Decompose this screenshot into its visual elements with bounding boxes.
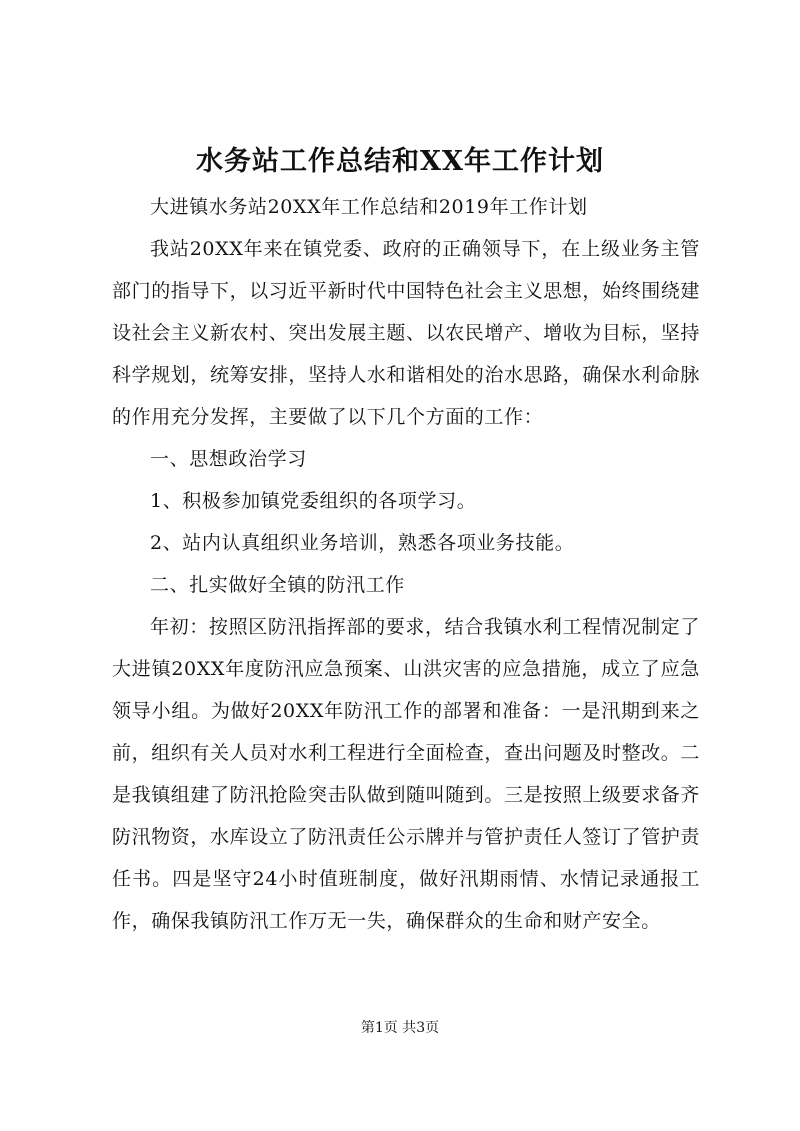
intro-paragraph: 我站20XX年来在镇党委、政府的正确领导下，在上级业务主管部门的指导下，以习近平新时代中国特色社会主义思想，始终围绕建设社会主义新农村、突出发展主题、以农民增产、增收为目标，坚持科学规划，统筹安排，坚持人水和谐相处的治水思路，确保水利命脉的作用充分发挥，主要做了以下几个方面的工作：: [112, 238, 701, 428]
section-heading-2: 二、扎实做好全镇的防汛工作: [150, 574, 405, 596]
flood-control-paragraph: 年初：按照区防汛指挥部的要求，结合我镇水利工程情况制定了大进镇20XX年度防汛应急预案、山洪灾害的应急措施，成立了应急领导小组。为做好20XX年防汛工作的部署和准备：一是汛期到来之前，组织有关人员对水利工程进行全面检查，查出问题及时整改。二是我镇组建了防汛抢险突击队做到随叫随到。三是按照上级要求备齐防汛物资，水库设立了防汛责任公示牌并与管护责任人签订了管护责任书。四是坚守24小时值班制度，做好汛期雨情、水情记录通报工作，确保我镇防汛工作万无一失，确保群众的生命和财产安全。: [112, 616, 701, 932]
section-heading-1: 一、思想政治学习: [150, 448, 307, 470]
list-item-1: 1、积极参加镇党委组织的各项学习。: [150, 490, 477, 512]
subtitle-paragraph: 大进镇水务站20XX年工作总结和2019年工作计划: [150, 196, 588, 218]
document-body: [112, 186, 700, 942]
page-footer: 第1页 共3页: [360, 1020, 440, 1036]
document-title: 水务站工作总结和XX年工作计划: [196, 146, 604, 177]
list-item-2: 2、站内认真组织业务培训，熟悉各项业务技能。: [150, 532, 575, 554]
